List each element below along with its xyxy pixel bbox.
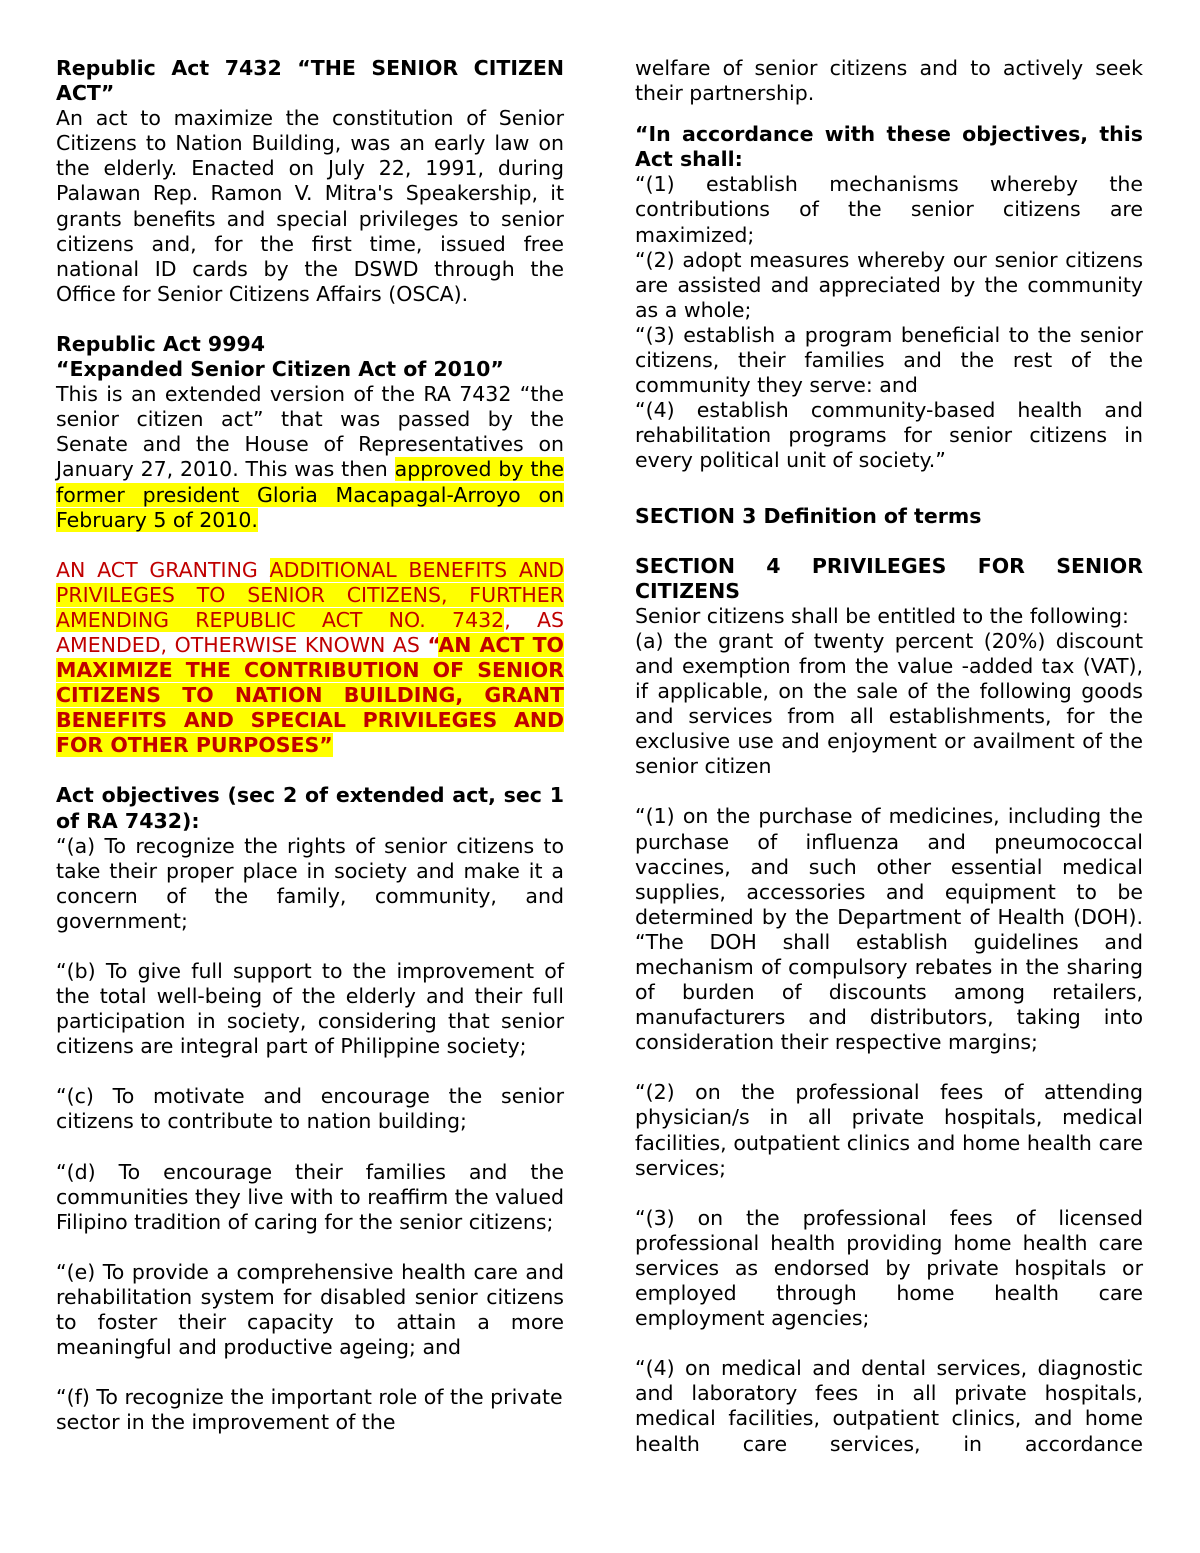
section-4-item-a: (a) the grant of twenty percent (20%) discount and exemption from the value -added tax (VAT), if applicable, on the sale of the following goods and services from all establishments, for the exclusive use and enjoyment or availment of the senior citizen (635, 628, 1143, 779)
ra7432-title: Republic Act 7432 “THE SENIOR CITIZEN ACT” (56, 56, 564, 106)
act-granting-quote: “ (427, 632, 439, 657)
objective-a: “(a) To recognize the rights of senior citizens to take their proper place in society and make it a concern of the family, community, and government; (56, 833, 564, 933)
accordance-item-2: “(2) adopt measures whereby our senior citizens are assisted and appreciated by the community as a whole; (635, 247, 1143, 322)
act-granting-highlight-1: ADDITIONAL BENEFITS AND PRIVILEGES TO SENIOR CITIZENS, FURTHER AMENDING REPUBLIC ACT NO. 7432 (56, 557, 564, 632)
accordance-item-4: “(4) establish community-based health and rehabilitation programs for senior citizens in every political unit of society.” (635, 398, 1143, 473)
objective-c: “(c) To motivate and encourage the senior citizens to contribute to nation building; (56, 1084, 564, 1134)
section-4-item-2: “(2) on the professional fees of attending physician/s in all private hospitals, medical facilities, outpatient clinics and home health care services; (635, 1080, 1143, 1180)
section-4-heading: SECTION 4 PRIVILEGES FOR SENIOR CITIZENS (635, 553, 1143, 603)
act-granting-lead: AN ACT GRANTING (56, 557, 270, 582)
objective-d: “(d) To encourage their families and the communities they live with to reaffirm the valued Filipino tradition of caring for the senior citizens; (56, 1159, 564, 1234)
objectives-title: Act objectives (sec 2 of extended act, sec 1 of RA 7432): (56, 783, 564, 833)
ra9994-subtitle: “Expanded Senior Citizen Act of 2010” (56, 357, 504, 382)
objective-e: “(e) To provide a comprehensive health care and rehabilitation system for disabled senior citizens to foster their capacity to attain a more meaningful and productive ageing; and (56, 1259, 564, 1360)
accordance-item-3: “(3) establish a program beneficial to the senior citizens, their families and the rest of the community they serve: and (635, 322, 1143, 398)
ra9994-body (56, 382, 564, 533)
section-4-item-4: “(4) on medical and dental services, diagnostic and laboratory fees in all private hospitals, medical facilities, outpatient clinics, and home health care services, in accordance (635, 1356, 1143, 1456)
act-granting-paragraph (56, 558, 564, 759)
section-4-intro: Senior citizens shall be entitled to the following: (635, 603, 1129, 628)
left-column (56, 56, 564, 1435)
objective-f: “(f) To recognize the important role of the private sector in the improvement of the (56, 1385, 563, 1435)
objective-f-continued: welfare of senior citizens and to actively seek their partnership. (635, 56, 1143, 106)
right-column (635, 56, 1143, 1457)
ra9994-title: Republic Act 9994 (56, 331, 265, 356)
ra9994-body-text: This is an extended version of the RA 7432 “the senior citizen act” that was passed by the Senate and the House of Representatives on January 27, 2010. This was then (56, 382, 564, 482)
accordance-item-1: “(1) establish mechanisms whereby the contributions of the senior citizens are maximized; (635, 172, 1143, 247)
act-granting-highlight-2: AN ACT TO MAXIMIZE THE CONTRIBUTION OF SENIOR CITIZENS TO NATION BUILDING, GRANT BENEFITS AND SPECIAL PRIVILEGES AND FOR OTHER PURPOSES” (56, 632, 564, 758)
act-granting-middle: , AS AMENDED, OTHERWISE KNOWN AS (56, 607, 564, 657)
ra9994-body-highlight: approved by the former president Gloria Macapagal-Arroyo on February 5 of 2010. (56, 457, 565, 532)
section-4-item-3: “(3) on the professional fees of licensed professional health providing home health care services as endorsed by private hospitals or employed through home health care employment agencies; (635, 1205, 1143, 1331)
section-3-heading: SECTION 3 Definition of terms (635, 503, 982, 528)
objective-b: “(b) To give full support to the improvement of the total well-being of the elderly and their full participation in society, considering that senior citizens are integral part of Philippine society; (56, 959, 564, 1059)
accordance-title: “In accordance with these objectives, this Act shall: (635, 122, 1143, 172)
section-4-item-1: “(1) on the purchase of medicines, including the purchase of influenza and pneumococcal vaccines, and such other essential medical supplies, accessories and equipment to be determined by the Department of Health (DOH). “The DOH shall establish guidelines and mechanism of compulsory rebates in the sharing of burden of discounts among retailers, manufacturers and distributors, taking into consideration their respective margins; (635, 804, 1143, 1055)
ra7432-body: An act to maximize the constitution of Senior Citizens to Nation Building, was an early law on the elderly. Enacted on July 22, 1991, during Palawan Rep. Ramon V. Mitra's Speakership, it grants benefits and special privileges to senior citizens and, for the first time, issued free national ID cards by the DSWD through the Office for Senior Citizens Affairs (OSCA). (56, 106, 564, 306)
